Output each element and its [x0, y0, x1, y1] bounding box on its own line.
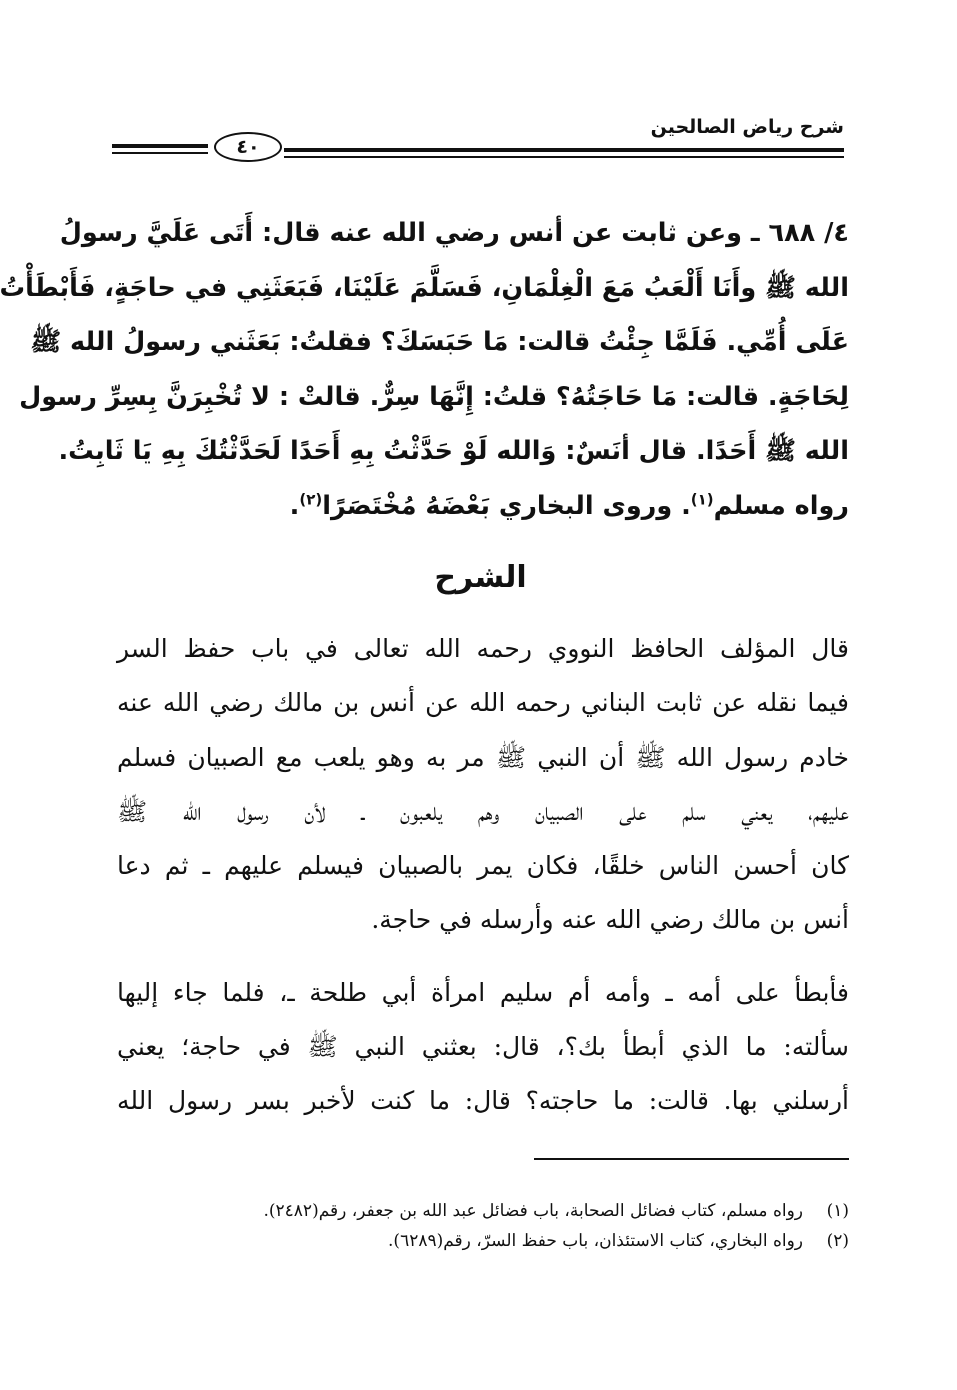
explanation-line: سألته: ما الذي أبطأ بك؟، قال: بعثني النبي ﷺ في حاجة؛ يعني [117, 1032, 849, 1062]
explanation-line: أنس بن مالك رضي الله عنه وأرسله في حاجة. [371, 905, 849, 935]
explanation-line: خادم رسول الله ﷺ أن النبي ﷺ مر به وهو يلعب مع الصبيان فسلم [117, 742, 849, 772]
footnote-divider [534, 1158, 849, 1160]
hadith-line: الله ﷺ وأَنَا أَلْعَبُ مَعَ الْغِلْمَانِ، فَسَلَّمَ عَلَيْنَا، فَبَعَثَنِي في حاجَةٍ، فَأَبْطَأْتُ [0, 272, 849, 303]
section-heading: الشرح [434, 560, 527, 595]
page-number: ٤٠ [214, 132, 282, 162]
hadith-text [0, 206, 849, 533]
hadith-line: الله ﷺ أَحَدًا. قال أنَسٌ: وَالله لَوْ حَدَّثْتُ بِهِ أَحَدًا لَحَدَّثْتُكَ بِهِ يَا ثَابِتُ. [58, 436, 849, 466]
hadith-line: عَلَى أُمِّي. فَلَمَّا جِئْتُ قالت: مَا حَبَسَكَ؟ فقلتُ: بَعَثَني رسولُ الله ﷺ [30, 327, 849, 357]
hadith-source-b: . وروى البخاري بَعْضَهُ مُخْتَصَرًا [322, 490, 691, 521]
footnote-number: (٢) [826, 1231, 849, 1251]
header-rule-left-thin [112, 152, 208, 154]
hadith-source-a: رواه مسلم [713, 490, 849, 521]
explanation-line: أرسلني بها. قالت: ما حاجته؟ قال: ما كنت لأخبر بسر رسول الله [117, 1086, 849, 1116]
header-rule-right [284, 148, 844, 152]
explanation-line: قال المؤلف الحافظ النووي رحمه الله تعالى في باب حفظ السر [117, 634, 849, 663]
hadith-line: ٤/ ٦٨٨ ـ وعن ثابت عن أنس رضي الله عنه قال: أَتَى عَلَيَّ رسولُ [59, 218, 849, 248]
footnote-text: رواه البخاري، كتاب الاستئذان، باب حفظ السرّ، رقم(٦٢٨٩). [388, 1231, 803, 1251]
explanation-line: كان أحسن الناس خلقًا، فكان يمر بالصبيان فيسلم عليهم ـ ثم دعا [117, 851, 849, 881]
footnotes [117, 1196, 849, 1256]
running-title: شرح رياض الصالحين [650, 116, 844, 138]
hadith-line: لِحَاجَةٍ. قالت: مَا حَاجَتُهُ؟ قلتُ: إِنَّهَا سِرٌّ. قالتْ : لا تُخْبِرَنَّ بِسِرِّ رسول [19, 381, 849, 412]
footnote-1 [117, 1196, 849, 1226]
footnote-text: رواه مسلم، كتاب فضائل الصحابة، باب فضائل عبد الله بن جعفر، رقم(٢٤٨٢). [263, 1201, 803, 1221]
footnote-marker-2[interactable]: (٢) [299, 490, 323, 508]
paragraph-gap [117, 948, 849, 966]
header-rule-left [112, 144, 208, 148]
footnote-marker-1[interactable]: (١) [690, 490, 714, 508]
page-header [112, 108, 844, 168]
explanation-text [117, 622, 849, 1129]
explanation-line: فيما نقله عن ثابت البناني رحمه الله عن أنس بن مالك رضي الله عنه [117, 688, 849, 718]
header-rule-right-thin [284, 156, 844, 158]
hadith-source-end: . [289, 490, 300, 521]
footnote-number: (١) [826, 1201, 849, 1221]
explanation-line: عليهم، يعني سلم على الصبيان وهم يلعبون ـ لأن رسول الله ﷺ [117, 796, 849, 826]
hadith-source-line [117, 479, 849, 534]
footnote-2 [117, 1226, 849, 1256]
explanation-line: فأبطأ على أمه ـ وأمه أم سليم امرأة أبي طلحة ـ، فلما جاء إليها [117, 977, 849, 1007]
